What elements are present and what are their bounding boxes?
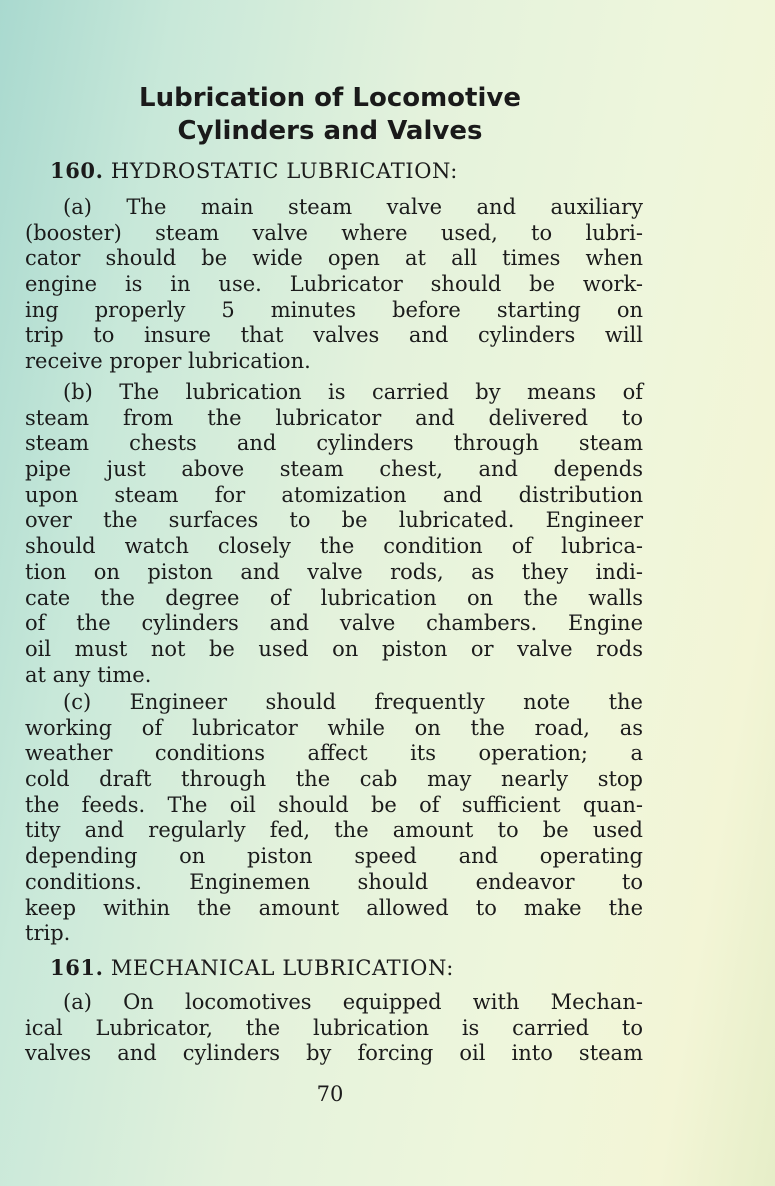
- text-line: (a) The main steam valve and auxiliary: [63, 195, 643, 219]
- text-line: conditions. Enginemen should endeavor to: [25, 869, 643, 894]
- text-line: at any time.: [25, 662, 152, 687]
- section-160-paragraph-c: [25, 690, 643, 947]
- section-160-heading: HYDROSTATIC LUBRICATION:: [110, 159, 458, 183]
- text-line: of the cylinders and valve chambers. Engine: [25, 611, 643, 636]
- text-line: depending on piston speed and operating: [25, 844, 643, 869]
- text-line: cator should be wide open at all times when: [25, 246, 643, 271]
- section-160-number: 160.: [50, 158, 104, 183]
- text-line: steam from the lubricator and delivered to: [25, 405, 643, 430]
- text-line: pipe just above steam chest, and depends: [25, 457, 643, 482]
- text-line: receive proper lubrication.: [25, 349, 311, 374]
- chapter-heading-line-1: Lubrication of Locomotive: [139, 83, 521, 113]
- text-line: should watch closely the condition of lubrica-: [25, 534, 643, 559]
- chapter-heading-line-2: Cylinders and Valves: [177, 116, 483, 146]
- text-line: tity and regularly fed, the amount to be used: [25, 818, 643, 843]
- text-line: trip.: [25, 921, 71, 946]
- text-line: the feeds. The oil should be of sufficient quan-: [25, 792, 643, 817]
- text-line: valves and cylinders by forcing oil into steam: [25, 1041, 643, 1066]
- text-line: cold draft through the cab may nearly stop: [25, 767, 643, 792]
- text-line: ical Lubricator, the lubrication is carried to: [25, 1015, 643, 1040]
- text-line: tion on piston and valve rods, as they indi-: [25, 559, 643, 584]
- section-161-number: 161.: [50, 955, 104, 980]
- section-160-paragraph-b: [25, 380, 643, 688]
- text-line: (b) The lubrication is carried by means of: [63, 380, 643, 404]
- text-line: upon steam for atomization and distribution: [25, 482, 643, 507]
- text-line: over the surfaces to be lubricated. Engineer: [25, 508, 643, 533]
- text-line: steam chests and cylinders through steam: [25, 431, 643, 456]
- text-line: working of lubricator while on the road, as: [25, 715, 643, 740]
- section-160-title: [50, 158, 458, 183]
- text-line: weather conditions affect its operation; a: [25, 741, 643, 766]
- section-161-heading: MECHANICAL LUBRICATION:: [110, 956, 454, 980]
- text-line: ing properly 5 minutes before starting on: [25, 297, 643, 322]
- text-line: cate the degree of lubrication on the walls: [25, 585, 643, 610]
- page-number: 70: [316, 1082, 344, 1106]
- section-160-paragraph-a: [25, 195, 643, 375]
- text-line: trip to insure that valves and cylinders will: [25, 323, 643, 348]
- text-line: (c) Engineer should frequently note the: [63, 690, 643, 714]
- section-161-title: [50, 955, 454, 980]
- text-line: oil must not be used on piston or valve rods: [25, 636, 643, 661]
- text-line: engine is in use. Lubricator should be work-: [25, 272, 643, 297]
- text-line: keep within the amount allowed to make the: [25, 895, 643, 920]
- section-161-paragraph-a: [25, 990, 643, 1067]
- text-line: (a) On locomotives equipped with Mechan-: [63, 990, 643, 1014]
- text-line: (booster) steam valve where used, to lubri-: [25, 220, 643, 245]
